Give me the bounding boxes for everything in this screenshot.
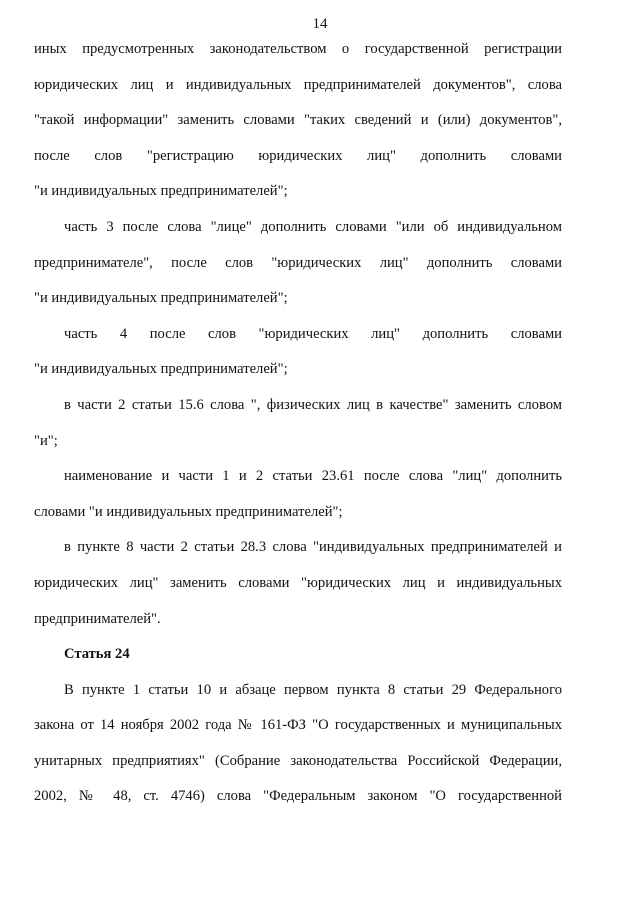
text-line: закона от 14 ноября 2002 года № 161-ФЗ "О государственных и муниципальных	[34, 717, 562, 734]
page-number: 14	[312, 16, 328, 32]
text-line: после слов "регистрацию юридических лиц" дополнить словами	[34, 147, 562, 164]
text-line: "и индивидуальных предпринимателей";	[34, 290, 288, 307]
text-line: иных предусмотренных законодательством о государственной регистрации	[34, 41, 562, 57]
text-line: "такой информации" заменить словами "таких сведений и (или) документов",	[34, 112, 562, 129]
text-line: "и индивидуальных предпринимателей";	[34, 183, 288, 200]
text-line: предпринимателей".	[34, 610, 161, 627]
text-line: в пункте 8 части 2 статьи 28.3 слова "индивидуальных предпринимателей и	[64, 539, 562, 556]
text-line: предпринимателе", после слов "юридических лиц" дополнить словами	[34, 254, 562, 271]
text-line: юридических лиц и индивидуальных предпринимателей документов", слова	[34, 76, 562, 93]
text-line: в части 2 статьи 15.6 слова ", физических лиц в качестве" заменить словом	[64, 396, 562, 413]
text-line: унитарных предприятиях" (Собрание законодательства Российской Федерации,	[34, 752, 562, 769]
text-line: словами "и индивидуальных предпринимателей";	[34, 503, 343, 520]
document-body	[34, 32, 562, 815]
article-heading: Статья 24	[64, 646, 130, 663]
text-line: 2002, № 48, ст. 4746) слова "Федеральным законом "О государственной	[34, 788, 562, 805]
text-line: часть 3 после слова "лице" дополнить словами "или об индивидуальном	[64, 218, 562, 235]
text-line: наименование и части 1 и 2 статьи 23.61 после слова "лиц" дополнить	[64, 468, 562, 485]
text-line: В пункте 1 статьи 10 и абзаце первом пункта 8 статьи 29 Федерального	[64, 681, 562, 698]
text-line: юридических лиц" заменить словами "юридических лиц и индивидуальных	[34, 574, 562, 591]
text-line: часть 4 после слов "юридических лиц" дополнить словами	[64, 325, 562, 342]
text-line: "и индивидуальных предпринимателей";	[34, 361, 288, 378]
text-line: "и";	[34, 432, 58, 449]
